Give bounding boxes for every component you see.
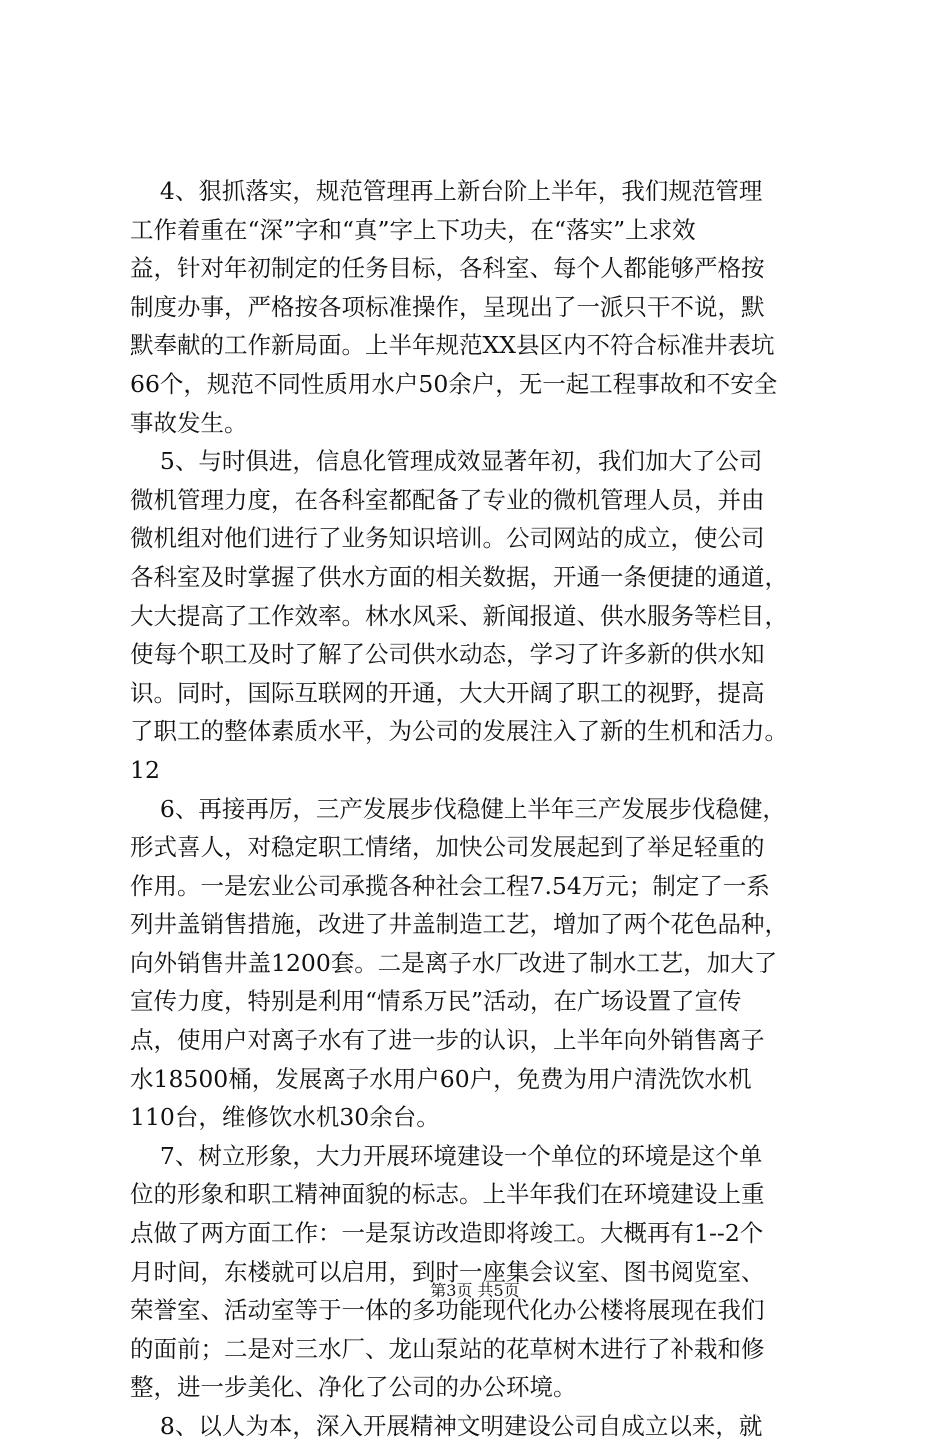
text-line: 水18500桶，发展离子水用户60户，免费为用户清洗饮水机 (130, 1064, 752, 1093)
text-line: 工作着重在“深”字和“真”字上下功夫，在“落实”上求效 (130, 215, 696, 244)
page-footer: 第3页 共5页 (430, 1281, 520, 1300)
text-line: 识。同时，国际互联网的开通，大大开阔了职工的视野，提高 (130, 678, 765, 707)
text-line: 形式喜人，对稳定职工情绪，加快公司发展起到了举足轻重的 (130, 833, 765, 862)
text-line: 月时间，东楼就可以启用，到时一座集会议室、图书阅览室、 (130, 1257, 765, 1286)
text-line: 点做了两方面工作：一是泵访改造即将竣工。大概再有1--2个 (130, 1219, 764, 1248)
text-line: 6、再接再厉，三产发展步伐稳健上半年三产发展步伐稳健， (130, 794, 786, 823)
text-line: 点，使用户对离子水有了进一步的认识，上半年向外销售离子 (130, 1026, 765, 1055)
text-line: 7、树立形象，大力开展环境建设一个单位的环境是这个单 (130, 1141, 763, 1170)
text-line: 列井盖销售措施，改进了井盖制造工艺，增加了两个花色品种， (130, 910, 788, 939)
text-line: 5、与时俱进，信息化管理成效显著年初，我们加大了公司 (130, 447, 763, 476)
text-line: 向外销售井盖1200套。二是离子水厂改进了制水工艺，加大了 (130, 948, 778, 977)
text-line: 110台，维修饮水机30余台。 (130, 1103, 440, 1132)
text-line: 使每个职工及时了解了公司供水动态，学习了许多新的供水知 (130, 640, 765, 669)
text-line: 12 (130, 755, 160, 784)
text-line: 整，进一步美化、净化了公司的办公环境。 (130, 1373, 577, 1402)
text-line: 微机组对他们进行了业务知识培训。公司网站的成立，使公司 (130, 524, 765, 553)
text-line: 4、狠抓落实，规范管理再上新台阶上半年，我们规范管理 (130, 177, 763, 205)
text-line: 事故发生。 (130, 408, 248, 437)
text-line: 位的形象和职工精神面貌的标志。上半年我们在环境建设上重 (130, 1180, 765, 1209)
text-line: 各科室及时掌握了供水方面的相关数据，开通一条便捷的通道， (130, 562, 788, 591)
text-line: 的面前；二是对三水厂、龙山泵站的花草树木进行了补栽和修 (130, 1334, 765, 1363)
text-line: 大大提高了工作效率。林水风采、新闻报道、供水服务等栏目， (130, 601, 788, 630)
text-line: 66个，规范不同性质用水户50余户，无一起工程事故和不安全 (130, 369, 778, 398)
text-line: 荣誉室、活动室等于一体的多功能现代化办公楼将展现在我们 (130, 1296, 765, 1325)
text-line: 8、以人为本，深入开展精神文明建设公司自成立以来，就 (130, 1412, 763, 1440)
document-body (130, 172, 830, 1446)
text-line: 作用。一是宏业公司承揽各种社会工程7.54万元；制定了一系 (130, 871, 770, 900)
text-line: 宣传力度，特别是利用“情系万民”活动，在广场设置了宣传 (130, 987, 742, 1016)
text-line: 益，针对年初制定的任务目标，各科室、每个人都能够严格按 (130, 254, 765, 283)
text-line: 微机管理力度，在各科室都配备了专业的微机管理人员，并由 (130, 485, 765, 514)
text-line: 了职工的整体素质水平，为公司的发展注入了新的生机和活力。 (130, 717, 788, 746)
text-line: 默奉献的工作新局面。上半年规范XX县区内不符合标准井表坑 (130, 331, 775, 360)
text-line: 制度办事，严格按各项标准操作，呈现出了一派只干不说，默 (130, 292, 765, 321)
